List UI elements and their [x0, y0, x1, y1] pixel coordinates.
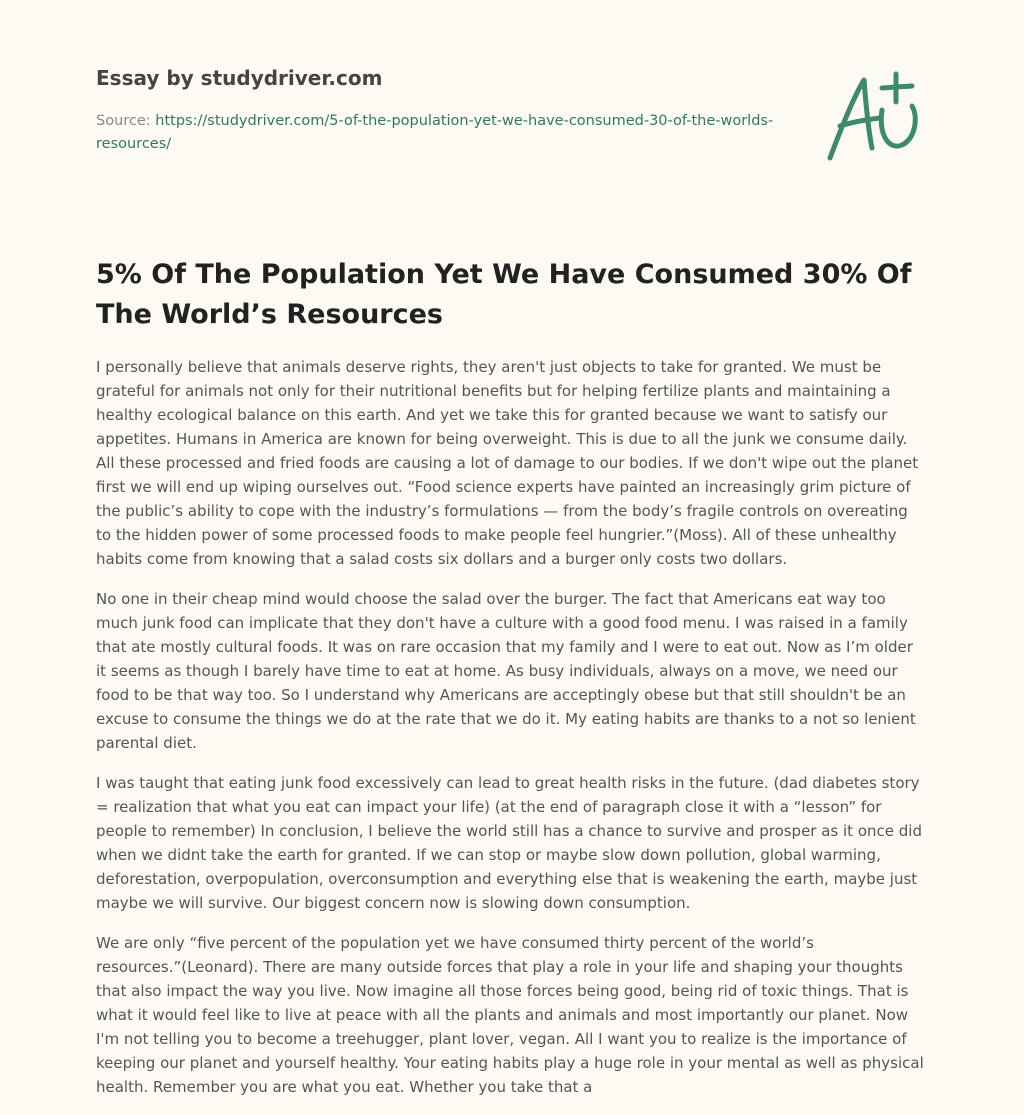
paragraph: I personally believe that animals deserve rights, they aren't just objects to take for granted. We must be grateful for animals not only for their nutritional benefits but for helping fertilize plants and maintaining a healthy ecological balance on this earth. And yet we take this for granted because we want to satisfy our appetites. Humans in America are known for being overweight. This is due to all the junk we consume daily. All these processed and fried foods are causing a lot of damage to our bodies. If we don't wipe out the planet first we will end up wiping ourselves out. “Food science experts have painted an increasingly grim picture of the public’s ability to cope with the industry’s formulations — from the body’s fragile controls on overeating to the hidden power of some processed foods to make people feel hungrier.”(Moss). All of these unhealthy habits come from knowing that a salad costs six dollars and a burger only costs two dollars.	[96, 358, 919, 568]
a-plus-logo-icon	[820, 66, 930, 166]
paragraph: We are only “five percent of the population yet we have consumed thirty percent of the world’s resources.”(Leonard). There are many outside forces that play a role in your life and shaping your thoughts that also impact the way you live. Now imagine all those forces being good, being rid of toxic things. That is what it would feel like to live at peace with all the plants and animals and most importantly our planet. Now I'm not telling you to become a treehugger, plant lover, vegan. All I want you to realize is the importance of keeping our planet and yourself healthy. Your eating habits play a huge role in your mental as well as physical health. Remember you are what you eat. Whether you take that a	[96, 934, 924, 1096]
essay-title: 5% Of The Population Yet We Have Consumed 30% Of The World’s Resources	[96, 259, 912, 330]
paragraph: No one in their cheap mind would choose the salad over the burger. The fact that Americans eat way too much junk food can implicate that they don't have a culture with a good food menu. I was raised in a family that ate mostly cultural foods. It was on rare occasion that my family and I were to eat out. Now as I’m older it seems as though I barely have time to eat at home. As busy individuals, always on a move, we need our food to be that way too. So I understand why Americans are acceptingly obese but that still shouldn't be an excuse to consume the things we do at the rate that we do it. My eating habits are thanks to a not so lenient parental diet.	[96, 590, 916, 752]
essay-header	[96, 64, 776, 156]
source-line	[96, 110, 776, 156]
source-link[interactable]: https://studydriver.com/5-of-the-population-yet-we-have-consumed-30-of-the-worlds-resources/	[96, 113, 774, 152]
site-brand: Essay by studydriver.com	[96, 66, 383, 90]
essay-body	[96, 355, 926, 1115]
paragraph: I was taught that eating junk food excessively can lead to great health risks in the future. (dad diabetes story = realization that what you eat can impact your life) (at the end of paragraph close it with a “lesson” for people to remember) In conclusion, I believe the world still has a chance to survive and prosper as it once did when we didnt take the earth for granted. If we can stop or maybe slow down pollution, global warming, deforestation, overpopulation, overconsumption and everything else that is weakening the earth, maybe just maybe we will survive. Our biggest concern now is slowing down consumption.	[96, 774, 922, 912]
source-label: Source:	[96, 113, 156, 129]
